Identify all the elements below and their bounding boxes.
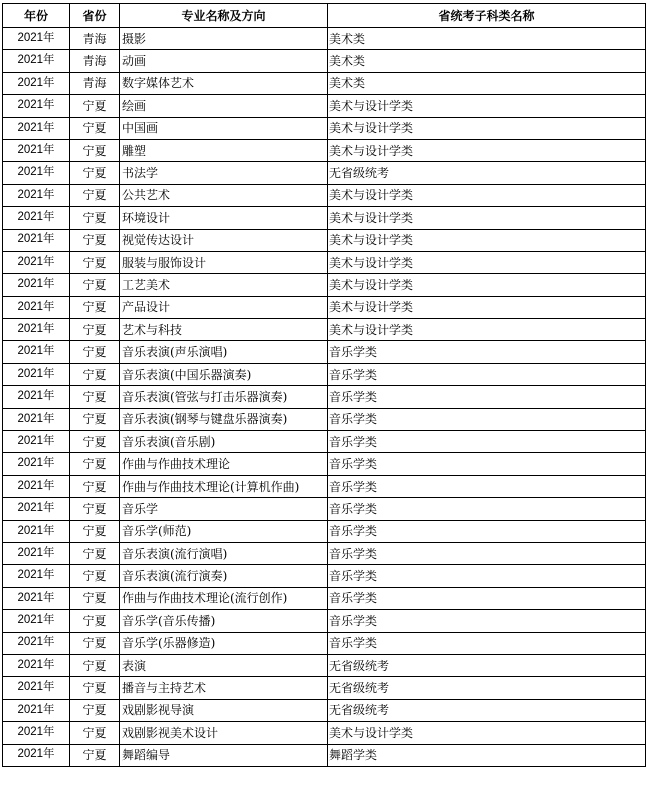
major-cell: 产品设计 [120, 296, 328, 318]
table-row [3, 319, 646, 341]
table-row [3, 341, 646, 363]
province-cell: 宁夏 [70, 139, 120, 161]
table-row [3, 139, 646, 161]
province-cell: 青海 [70, 28, 120, 50]
year-cell: 2021年 [3, 498, 70, 520]
year-cell: 2021年 [3, 296, 70, 318]
exam-category-cell: 美术与设计学类 [328, 184, 646, 206]
province-cell: 宁夏 [70, 498, 120, 520]
province-cell: 宁夏 [70, 520, 120, 542]
header-row [3, 4, 646, 28]
major-cell: 公共艺术 [120, 184, 328, 206]
province-cell: 宁夏 [70, 363, 120, 385]
province-cell: 宁夏 [70, 95, 120, 117]
province-cell: 宁夏 [70, 274, 120, 296]
major-cell: 音乐学(师范) [120, 520, 328, 542]
province-cell: 宁夏 [70, 542, 120, 564]
province-cell: 宁夏 [70, 475, 120, 497]
table-row [3, 117, 646, 139]
table-row [3, 520, 646, 542]
table-row [3, 274, 646, 296]
province-cell: 宁夏 [70, 677, 120, 699]
year-cell: 2021年 [3, 162, 70, 184]
year-cell: 2021年 [3, 363, 70, 385]
table-row [3, 363, 646, 385]
table-row [3, 587, 646, 609]
major-cell: 音乐表演(流行演唱) [120, 542, 328, 564]
province-cell: 宁夏 [70, 386, 120, 408]
major-cell: 作曲与作曲技术理论 [120, 453, 328, 475]
exam-category-cell: 美术类 [328, 28, 646, 50]
major-cell: 音乐学 [120, 498, 328, 520]
major-cell: 作曲与作曲技术理论(流行创作) [120, 587, 328, 609]
year-cell: 2021年 [3, 72, 70, 94]
table-row [3, 50, 646, 72]
exam-category-cell: 音乐学类 [328, 542, 646, 564]
table-row [3, 453, 646, 475]
table-body [3, 28, 646, 767]
major-cell: 摄影 [120, 28, 328, 50]
exam-category-cell: 美术与设计学类 [328, 207, 646, 229]
year-cell: 2021年 [3, 95, 70, 117]
province-cell: 宁夏 [70, 408, 120, 430]
year-cell: 2021年 [3, 341, 70, 363]
exam-category-cell: 美术与设计学类 [328, 139, 646, 161]
major-cell: 音乐表演(音乐剧) [120, 431, 328, 453]
exam-category-cell: 音乐学类 [328, 610, 646, 632]
exam-category-cell: 音乐学类 [328, 475, 646, 497]
header-exam-category: 省统考子科类名称 [328, 4, 646, 28]
year-cell: 2021年 [3, 28, 70, 50]
province-cell: 宁夏 [70, 296, 120, 318]
province-cell: 青海 [70, 50, 120, 72]
exam-category-cell: 音乐学类 [328, 565, 646, 587]
table-row [3, 677, 646, 699]
major-cell: 视觉传达设计 [120, 229, 328, 251]
table-row [3, 207, 646, 229]
major-cell: 音乐学(音乐传播) [120, 610, 328, 632]
major-cell: 音乐表演(中国乐器演奏) [120, 363, 328, 385]
year-cell: 2021年 [3, 520, 70, 542]
table-row [3, 699, 646, 721]
major-cell: 音乐表演(管弦与打击乐器演奏) [120, 386, 328, 408]
exam-category-cell: 美术类 [328, 50, 646, 72]
exam-category-cell: 美术与设计学类 [328, 95, 646, 117]
major-cell: 播音与主持艺术 [120, 677, 328, 699]
major-cell: 表演 [120, 654, 328, 676]
major-cell: 音乐表演(流行演奏) [120, 565, 328, 587]
exam-category-cell: 舞蹈学类 [328, 744, 646, 766]
table-row [3, 296, 646, 318]
table-row [3, 162, 646, 184]
exam-category-cell: 音乐学类 [328, 498, 646, 520]
header-year: 年份 [3, 4, 70, 28]
exam-category-cell: 美术类 [328, 72, 646, 94]
table-row [3, 565, 646, 587]
exam-category-cell: 美术与设计学类 [328, 274, 646, 296]
province-cell: 宁夏 [70, 610, 120, 632]
header-major: 专业名称及方向 [120, 4, 328, 28]
year-cell: 2021年 [3, 722, 70, 744]
province-cell: 宁夏 [70, 162, 120, 184]
exam-category-cell: 音乐学类 [328, 587, 646, 609]
year-cell: 2021年 [3, 431, 70, 453]
header-province: 省份 [70, 4, 120, 28]
table-row [3, 386, 646, 408]
major-cell: 工艺美术 [120, 274, 328, 296]
province-cell: 宁夏 [70, 251, 120, 273]
major-cell: 书法学 [120, 162, 328, 184]
year-cell: 2021年 [3, 744, 70, 766]
table-row [3, 251, 646, 273]
province-cell: 宁夏 [70, 587, 120, 609]
table-row [3, 431, 646, 453]
province-cell: 宁夏 [70, 744, 120, 766]
table-row [3, 408, 646, 430]
province-cell: 宁夏 [70, 632, 120, 654]
exam-category-cell: 美术与设计学类 [328, 229, 646, 251]
exam-category-cell: 音乐学类 [328, 408, 646, 430]
exam-category-cell: 美术与设计学类 [328, 117, 646, 139]
major-cell: 环境设计 [120, 207, 328, 229]
table-row [3, 95, 646, 117]
table-row [3, 542, 646, 564]
year-cell: 2021年 [3, 699, 70, 721]
year-cell: 2021年 [3, 610, 70, 632]
year-cell: 2021年 [3, 117, 70, 139]
major-cell: 服装与服饰设计 [120, 251, 328, 273]
year-cell: 2021年 [3, 542, 70, 564]
year-cell: 2021年 [3, 408, 70, 430]
year-cell: 2021年 [3, 475, 70, 497]
major-cell: 作曲与作曲技术理论(计算机作曲) [120, 475, 328, 497]
exam-category-cell: 无省级统考 [328, 677, 646, 699]
province-cell: 宁夏 [70, 341, 120, 363]
year-cell: 2021年 [3, 654, 70, 676]
year-cell: 2021年 [3, 139, 70, 161]
major-cell: 戏剧影视美术设计 [120, 722, 328, 744]
year-cell: 2021年 [3, 587, 70, 609]
table-row [3, 498, 646, 520]
province-cell: 宁夏 [70, 319, 120, 341]
exam-category-cell: 美术与设计学类 [328, 296, 646, 318]
exam-category-cell: 音乐学类 [328, 386, 646, 408]
exam-category-cell: 无省级统考 [328, 654, 646, 676]
province-cell: 宁夏 [70, 117, 120, 139]
province-cell: 宁夏 [70, 565, 120, 587]
year-cell: 2021年 [3, 229, 70, 251]
province-cell: 宁夏 [70, 184, 120, 206]
table-row [3, 744, 646, 766]
exam-category-cell: 音乐学类 [328, 520, 646, 542]
province-cell: 宁夏 [70, 453, 120, 475]
table-row [3, 184, 646, 206]
year-cell: 2021年 [3, 677, 70, 699]
table-row [3, 610, 646, 632]
province-cell: 宁夏 [70, 207, 120, 229]
major-cell: 动画 [120, 50, 328, 72]
exam-category-cell: 音乐学类 [328, 431, 646, 453]
table-row [3, 654, 646, 676]
exam-category-cell: 美术与设计学类 [328, 319, 646, 341]
province-cell: 宁夏 [70, 654, 120, 676]
exam-category-cell: 音乐学类 [328, 363, 646, 385]
major-cell: 舞蹈编导 [120, 744, 328, 766]
major-cell: 戏剧影视导演 [120, 699, 328, 721]
exam-category-cell: 美术与设计学类 [328, 251, 646, 273]
year-cell: 2021年 [3, 251, 70, 273]
major-cell: 音乐表演(声乐演唱) [120, 341, 328, 363]
province-cell: 宁夏 [70, 431, 120, 453]
table-row [3, 28, 646, 50]
year-cell: 2021年 [3, 453, 70, 475]
table-row [3, 72, 646, 94]
major-cell: 艺术与科技 [120, 319, 328, 341]
major-cell: 数字媒体艺术 [120, 72, 328, 94]
province-cell: 宁夏 [70, 229, 120, 251]
year-cell: 2021年 [3, 565, 70, 587]
year-cell: 2021年 [3, 184, 70, 206]
table-row [3, 229, 646, 251]
year-cell: 2021年 [3, 207, 70, 229]
province-cell: 青海 [70, 72, 120, 94]
major-cell: 音乐表演(钢琴与键盘乐器演奏) [120, 408, 328, 430]
exam-category-cell: 音乐学类 [328, 632, 646, 654]
table-row [3, 475, 646, 497]
exam-category-cell: 音乐学类 [328, 453, 646, 475]
year-cell: 2021年 [3, 386, 70, 408]
year-cell: 2021年 [3, 50, 70, 72]
major-cell: 中国画 [120, 117, 328, 139]
major-cell: 雕塑 [120, 139, 328, 161]
table-row [3, 632, 646, 654]
exam-category-cell: 美术与设计学类 [328, 722, 646, 744]
year-cell: 2021年 [3, 274, 70, 296]
table-row [3, 722, 646, 744]
major-cell: 绘画 [120, 95, 328, 117]
year-cell: 2021年 [3, 319, 70, 341]
year-cell: 2021年 [3, 632, 70, 654]
exam-category-cell: 无省级统考 [328, 699, 646, 721]
province-cell: 宁夏 [70, 722, 120, 744]
province-cell: 宁夏 [70, 699, 120, 721]
exam-category-cell: 无省级统考 [328, 162, 646, 184]
major-cell: 音乐学(乐器修造) [120, 632, 328, 654]
exam-category-cell: 音乐学类 [328, 341, 646, 363]
admissions-category-table [2, 3, 646, 767]
